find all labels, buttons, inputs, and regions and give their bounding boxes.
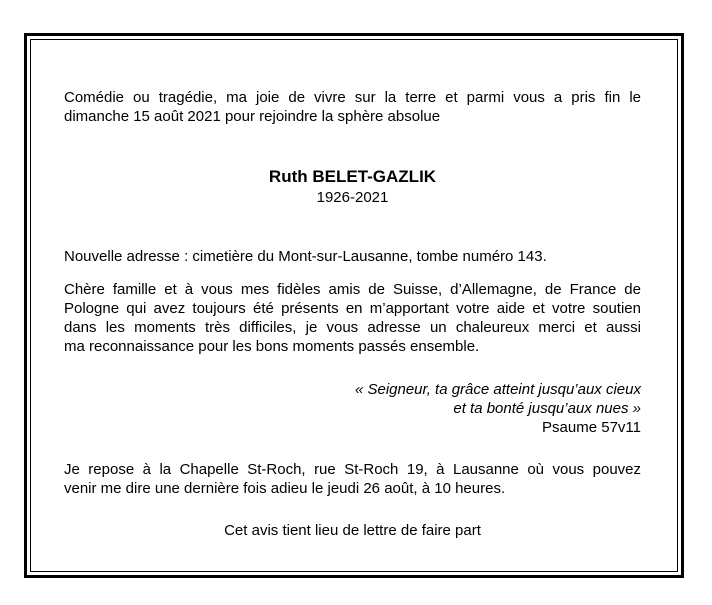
thanks-paragraph <box>64 280 641 356</box>
intro-line: Comédie ou tragédie, ma joie de vivre sur la terre et parmi vous a pris fin le <box>64 89 641 106</box>
thanks-line: Chère famille et à vous mes fidèles amis de Suisse, d’Allemagne, de France de <box>64 281 641 298</box>
quote-line-1: « Seigneur, ta grâce atteint jusqu’aux cieux <box>354 381 641 398</box>
thanks-line: dans les moments très difficiles, je vous adresse un chaleureux merci et aussi <box>64 319 641 336</box>
intro-line: dimanche 15 août 2021 pour rejoindre la sphère absolue <box>64 108 441 125</box>
new-address: Nouvelle adresse : cimetière du Mont-sur-Lausanne, tombe numéro 143. <box>64 248 547 265</box>
deceased-name: Ruth BELET-GAZLIK <box>268 167 437 186</box>
repose-line: venir me dire une dernière fois adieu le jeudi 26 août, à 10 heures. <box>64 480 506 497</box>
intro-paragraph <box>64 88 641 126</box>
notice-content <box>64 88 641 540</box>
quote-line-2: et ta bonté jusqu’aux nues » <box>453 400 641 417</box>
thanks-line: Pologne qui avez toujours été présents en m’apportant votre aide et votre soutien <box>64 300 641 317</box>
closing-note: Cet avis tient lieu de lettre de faire part <box>224 522 481 539</box>
repose-paragraph <box>64 460 641 498</box>
thanks-line: ma reconnaissance pour les bons moments passés ensemble. <box>64 338 480 355</box>
quote-reference: Psaume 57v11 <box>542 419 641 436</box>
life-years: 1926-2021 <box>316 189 389 206</box>
repose-line: Je repose à la Chapelle St-Roch, rue St-Roch 19, à Lausanne où vous pouvez <box>64 461 641 478</box>
